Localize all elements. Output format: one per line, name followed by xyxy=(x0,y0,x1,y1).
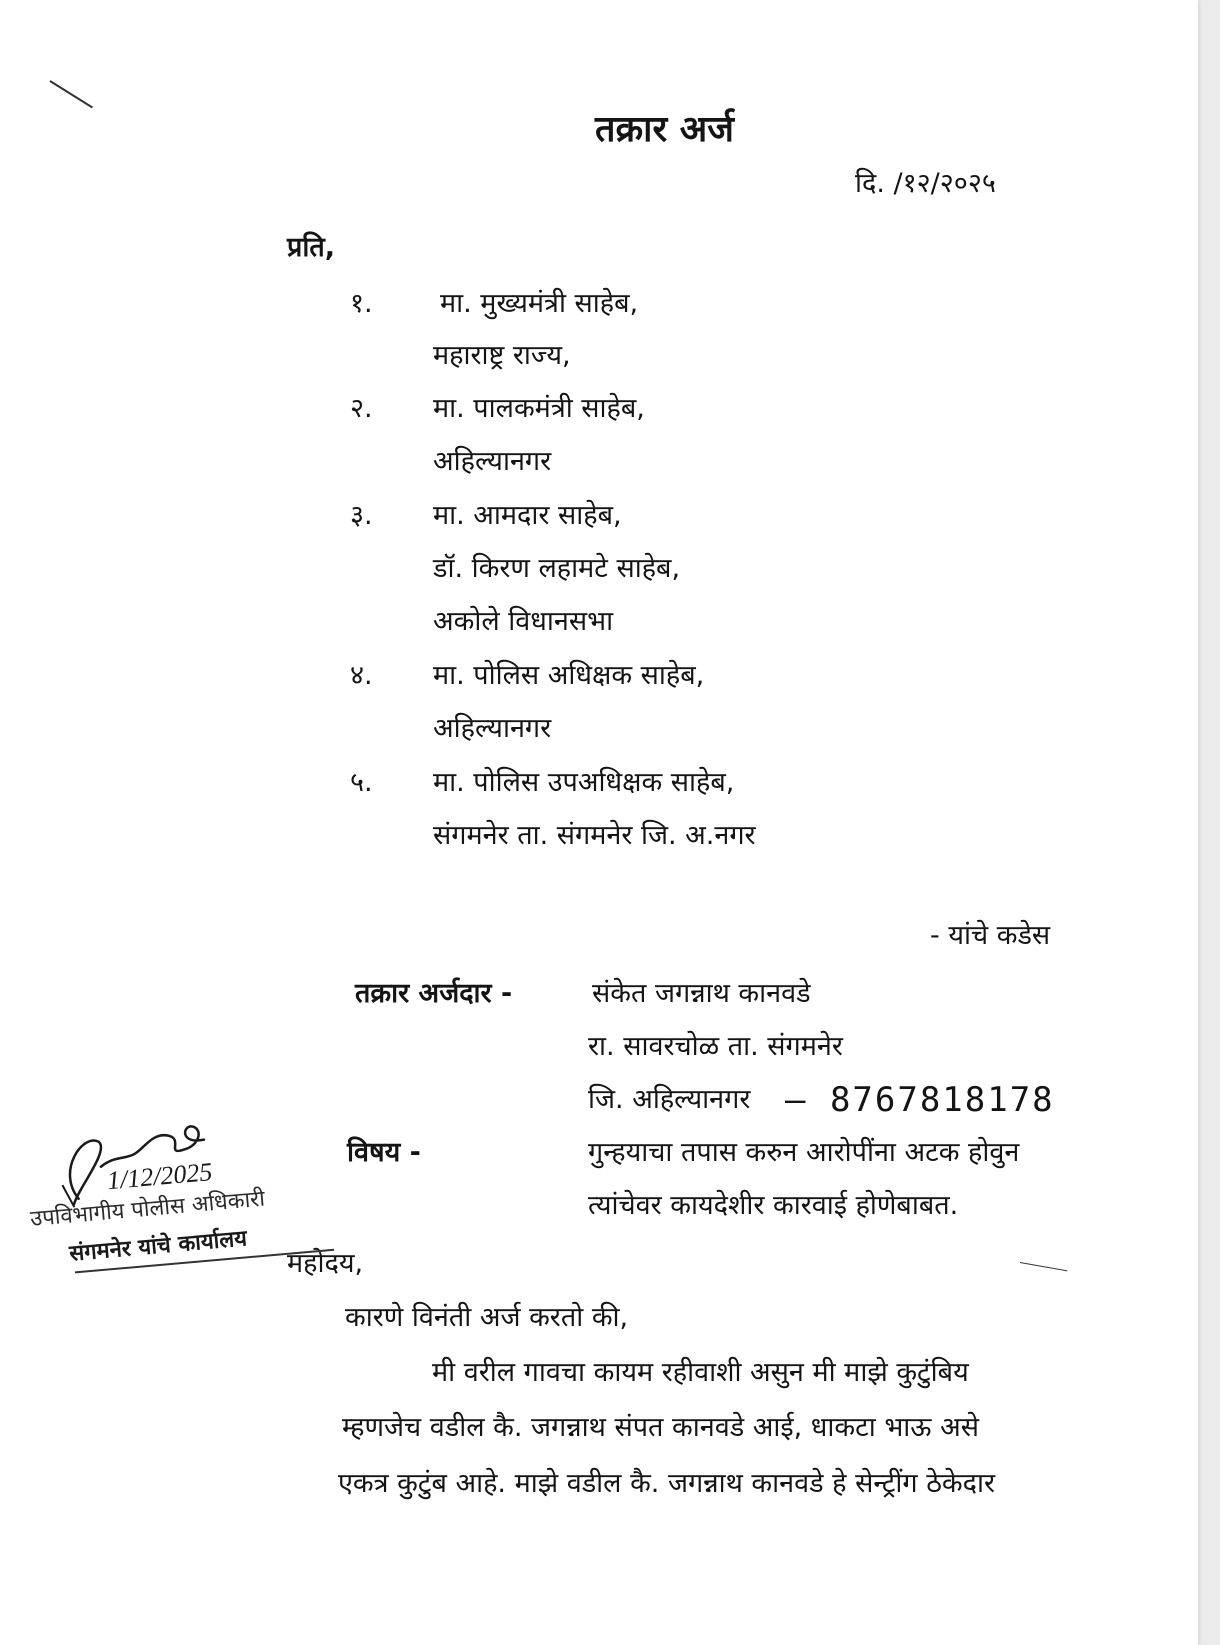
recipient-number: ३. xyxy=(350,500,373,531)
recipient-line: मा. आमदार साहेब, xyxy=(433,500,622,531)
stamp-handwritten-date: 1/12/2025 xyxy=(105,1157,214,1196)
received-stamp xyxy=(23,1107,338,1312)
recipient-line: डॉ. किरण लहामटे साहेब, xyxy=(433,553,681,584)
request-line: कारणे विनंती अर्ज करतो की, xyxy=(345,1302,629,1333)
subject-line: त्यांचेवर कायदेशीर कारवाई होणेबाबत. xyxy=(588,1190,959,1221)
recipient-line: मा. पालकमंत्री साहेब, xyxy=(433,393,645,424)
applicant-address: रा. सावरचोळ ता. संगमनेर xyxy=(588,1031,843,1062)
scan-mark xyxy=(49,80,92,108)
recipient-line: मा. पोलिस अधिक्षक साहेब, xyxy=(433,660,705,691)
stamp-office-line: उपविभागीय पोलीस अधिकारी xyxy=(29,1186,266,1233)
recipient-line: अहिल्यानगर xyxy=(433,713,552,744)
document-date: दि. /१२/२०२५ xyxy=(855,168,996,199)
subject-label: विषय - xyxy=(347,1137,421,1168)
recipient-number: १. xyxy=(350,288,373,319)
recipient-line: अकोले विधानसभा xyxy=(433,606,614,637)
to-label: प्रति, xyxy=(287,232,336,263)
applicant-phone: – 8767818178 xyxy=(785,1080,1055,1120)
recipient-line: संगमनेर ता. संगमनेर जि. अ.नगर xyxy=(433,820,756,851)
recipient-line: मा. मुख्यमंत्री साहेब, xyxy=(440,288,639,319)
recipient-number: ५. xyxy=(350,767,373,798)
recipient-number: २. xyxy=(350,393,373,424)
salutation: महोदय, xyxy=(287,1248,364,1279)
stamp-office-line: संगमनेर यांचे कार्यालय xyxy=(68,1226,248,1267)
document-title: तक्रार अर्ज xyxy=(595,109,734,150)
body-line: मी वरील गावचा कायम रहीवाशी असुन मी माझे कुटुंबिय xyxy=(432,1357,969,1388)
recipient-line: अहिल्यानगर xyxy=(433,446,552,477)
applicant-district: जि. अहिल्यानगर xyxy=(588,1084,751,1115)
applicant-label: तक्रार अर्जदार - xyxy=(355,978,513,1009)
applicant-name: संकेत जगन्नाथ कानवडे xyxy=(592,978,811,1009)
recipient-line: मा. पोलिस उपअधिक्षक साहेब, xyxy=(433,767,735,798)
recipients-suffix: - यांचे कडेस xyxy=(930,920,1051,951)
body-line: म्हणजेच वडील कै. जगन्नाथ संपत कानवडे आई, धाकटा भाऊ असे xyxy=(342,1412,979,1443)
recipient-line: महाराष्ट्र राज्य, xyxy=(433,340,571,371)
recipient-number: ४. xyxy=(350,660,373,691)
scan-mark xyxy=(1020,1262,1067,1271)
body-line: एकत्र कुटुंब आहे. माझे वडील कै. जगन्नाथ कानवडे हे सेन्ट्रींग ठेकेदार xyxy=(338,1468,996,1499)
subject-line: गुन्हयाचा तपास करुन आरोपींना अटक होवुन xyxy=(588,1137,1020,1168)
